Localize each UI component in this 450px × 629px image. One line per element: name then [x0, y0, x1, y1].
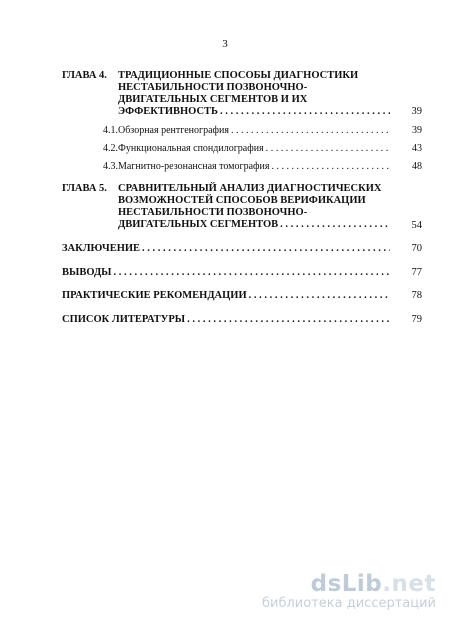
toc-subsection[interactable] [0, 143, 450, 157]
section-page: 70 [411, 243, 422, 254]
toc-chapter-5[interactable] [0, 183, 450, 231]
toc-subsection[interactable] [0, 125, 450, 139]
chapter-5-title-line-2: ВОЗМОЖНОСТЕЙ СПОСОБОВ ВЕРИФИКАЦИИ [118, 195, 366, 206]
subsection-title: Обзорная рентгенография [118, 125, 229, 136]
watermark-logo-main: dsLib [310, 571, 383, 597]
subsection-title: Функциональная спондилография [118, 143, 264, 154]
section-title: ПРАКТИЧЕСКИЕ РЕКОМЕНДАЦИИ [62, 290, 247, 301]
chapter-4-title-line-2: НЕСТАБИЛЬНОСТИ ПОЗВОНОЧНО- [118, 82, 308, 93]
section-page: 77 [411, 267, 422, 278]
dot-leader [231, 125, 390, 137]
dot-leader [220, 106, 390, 118]
toc-section-findings[interactable] [0, 267, 450, 281]
toc-chapter-4[interactable] [0, 70, 450, 118]
subsection-title: Магнитно-резонансная томография [118, 161, 270, 172]
toc-section-recommendations[interactable] [0, 290, 450, 304]
chapter-5-label: ГЛАВА 5. [62, 183, 107, 194]
chapter-4-label: ГЛАВА 4. [62, 70, 107, 81]
chapter-4-title-line-1: ТРАДИЦИОННЫЕ СПОСОБЫ ДИАГНОСТИКИ [118, 70, 359, 81]
section-title: СПИСОК ЛИТЕРАТУРЫ [62, 314, 186, 325]
dot-leader [266, 143, 390, 155]
watermark-subtitle: библиотека диссертаций [262, 596, 436, 611]
dot-leader [114, 267, 391, 279]
subsection-number: 4.3. [103, 161, 118, 172]
subsection-number: 4.1. [103, 125, 118, 136]
dot-leader [271, 161, 390, 173]
chapter-5-title-line-4: ДВИГАТЕЛЬНЫХ СЕГМЕНТОВ [118, 219, 279, 230]
chapter-5-title-line-3: НЕСТАБИЛЬНОСТИ ПОЗВОНОЧНО- [118, 207, 308, 218]
subsection-page: 48 [412, 161, 422, 172]
section-title: ЗАКЛЮЧЕНИЕ [62, 243, 141, 254]
dot-leader [249, 290, 390, 302]
toc-section-conclusion[interactable] [0, 243, 450, 257]
toc-section-references[interactable] [0, 314, 450, 328]
chapter-4-title-line-4: ЭФФЕКТИВНОСТЬ [118, 106, 218, 117]
subsection-page: 43 [412, 143, 422, 154]
chapter-4-title-line-3: ДВИГАТЕЛЬНЫХ СЕГМЕНТОВ И ИХ [118, 94, 308, 105]
dot-leader [142, 243, 390, 255]
section-page: 78 [411, 290, 422, 301]
section-title: ВЫВОДЫ [62, 267, 112, 278]
chapter-5-title-line-1: СРАВНИТЕЛЬНЫЙ АНАЛИЗ ДИАГНОСТИЧЕСКИХ [118, 183, 382, 194]
dot-leader [280, 219, 390, 231]
subsection-page: 39 [412, 125, 422, 136]
toc-subsection[interactable] [0, 161, 450, 175]
subsection-number: 4.2. [103, 143, 118, 154]
chapter-4-page: 39 [411, 106, 422, 117]
dot-leader [187, 314, 390, 326]
section-page: 79 [411, 314, 422, 325]
watermark [262, 572, 436, 612]
page-number: 3 [222, 38, 228, 50]
watermark-logo-tld: .net [382, 571, 436, 597]
watermark-logo [262, 572, 436, 596]
chapter-5-page: 54 [411, 220, 422, 231]
